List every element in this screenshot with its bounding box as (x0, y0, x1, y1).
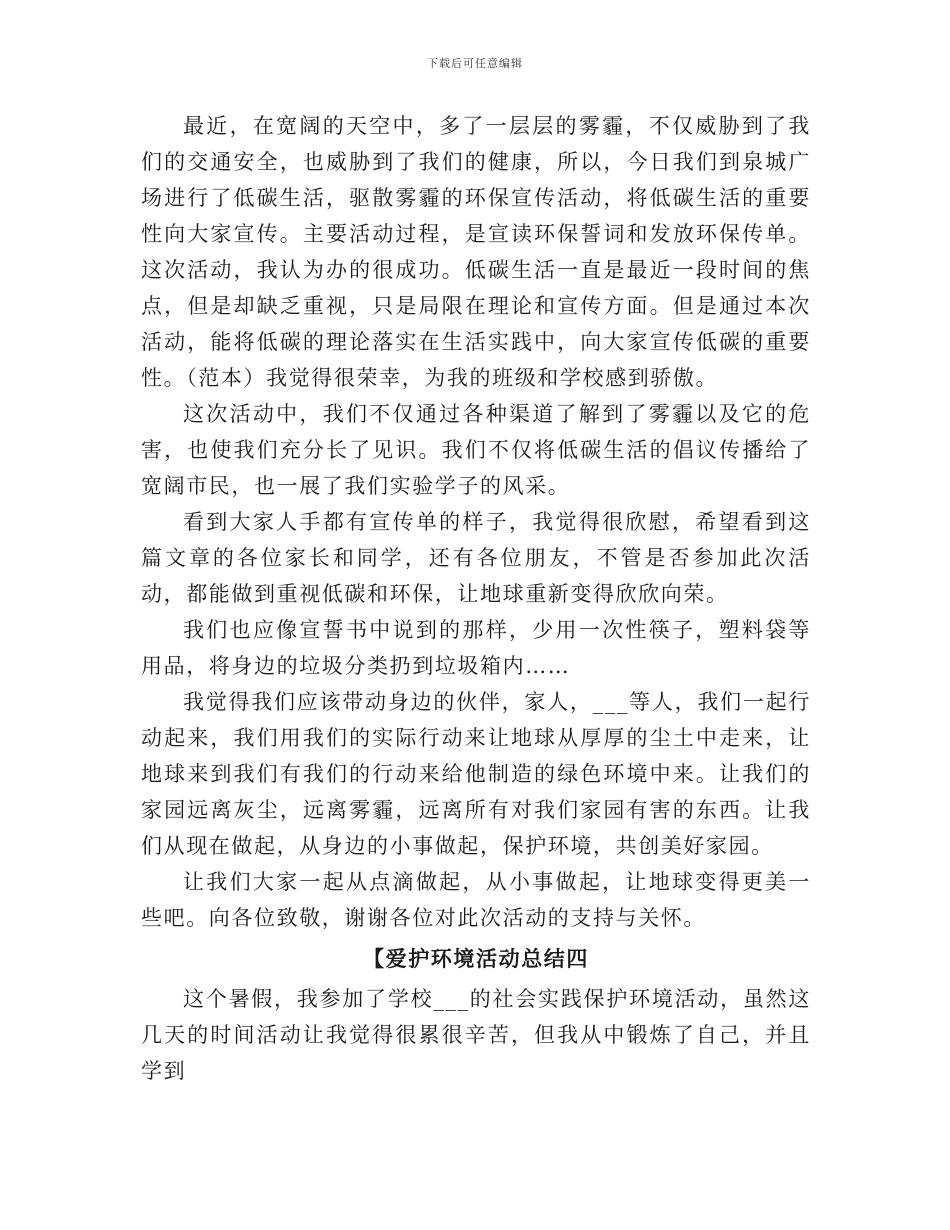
paragraph-2: 这次活动中，我们不仅通过各种渠道了解到了雾霾以及它的危害，也使我们充分长了见识。我们不仅将低碳生活的倡议传播给了宽阔市民，也一展了我们实验学子的风采。 (141, 402, 811, 498)
section-paragraph-1: 这个暑假，我参加了学校___的社会实践保护环境活动，虽然这几天的时间活动让我觉得很累很辛苦，但我从中锻炼了自己，并且学到 (141, 987, 811, 1083)
paragraph-3: 看到大家人手都有宣传单的样子，我觉得很欣慰，希望看到这篇文章的各位家长和同学，还有各位朋友，不管是否参加此次活动，都能做到重视低碳和环保，让地球重新变得欣欣向荣。 (141, 510, 811, 606)
paragraph-4: 我们也应像宣誓书中说到的那样，少用一次性筷子，塑料袋等用品，将身边的垃圾分类扔到垃圾箱内…… (141, 618, 811, 678)
page-header-note: 下载后可任意编辑 (427, 57, 523, 70)
paragraph-5: 我觉得我们应该带动身边的伙伴，家人，___等人，我们一起行动起来，我们用我们的实际行动来让地球从厚厚的尘土中走来，让地球来到我们有我们的行动来给他制造的绿色环境中来。让我们的家园远离灰尘，远离雾霾，远离所有对我们家园有害的东西。让我们从现在做起，从身边的小事做起，保护环境，共创美好家园。 (141, 690, 811, 858)
paragraph-6: 让我们大家一起从点滴做起，从小事做起，让地球变得更美一些吧。向各位致敬，谢谢各位对此次活动的支持与关怀。 (141, 870, 811, 930)
section-heading: 【爱护环境活动总结四 (363, 946, 589, 971)
document-body (141, 108, 811, 1089)
paragraph-1: 最近，在宽阔的天空中，多了一层层的雾霾，不仅威胁到了我们的交通安全，也威胁到了我们的健康，所以，今日我们到泉城广场进行了低碳生活，驱散雾霾的环保宣传活动，将低碳生活的重要性向大家宣传。主要活动过程，是宣读环保誓词和发放环保传单。这次活动，我认为办的很成功。低碳生活一直是最近一段时间的焦点，但是却缺乏重视，只是局限在理论和宣传方面。但是通过本次活动，能将低碳的理论落实在生活实践中，向大家宣传低碳的重要性。（范本）我觉得很荣幸，为我的班级和学校感到骄傲。 (141, 114, 811, 390)
